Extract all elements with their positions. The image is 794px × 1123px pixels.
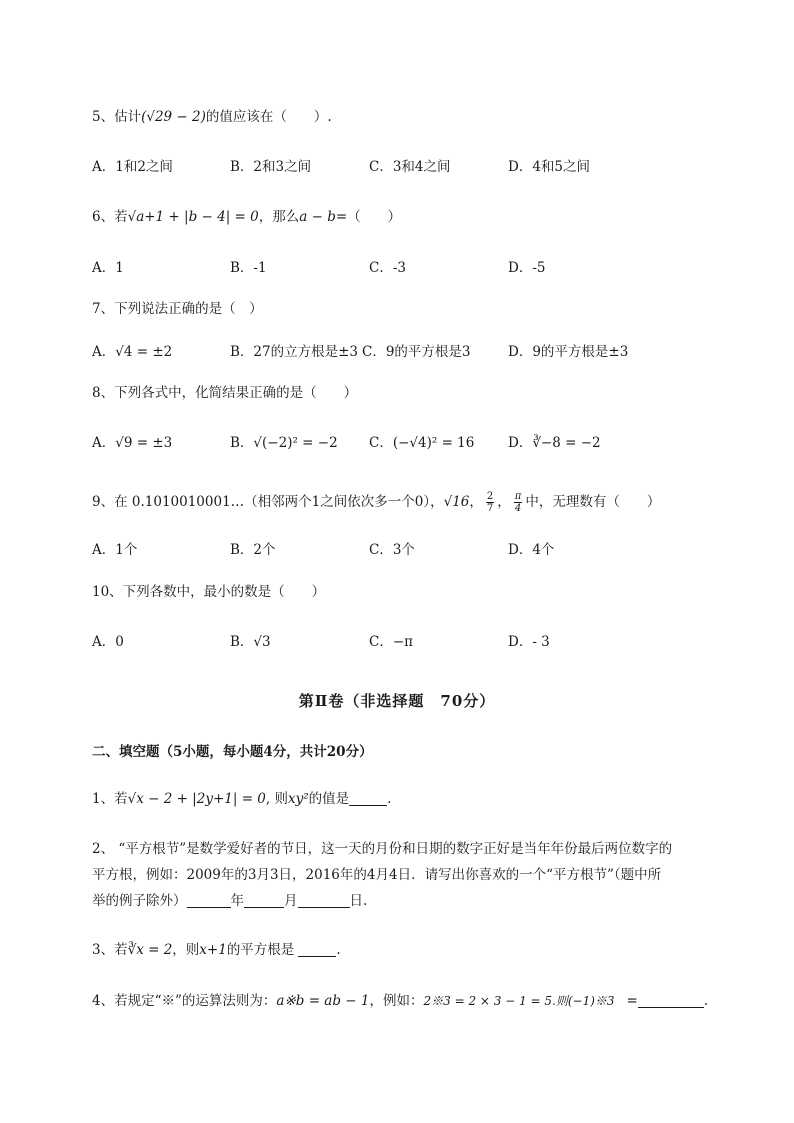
f1-prefix: 1、若 xyxy=(92,791,128,807)
fill-question-2-line-1: 2、 “平方根节”是数学爱好者的节日，这一天的月份和日期的数字正好是当年年份最后两位数字的 xyxy=(92,841,673,857)
q9-frac1-denominator: 7 xyxy=(486,503,494,514)
f1-suffix: 的值是 xyxy=(308,791,350,807)
f4-equals: = xyxy=(626,993,638,1009)
f1-answer-blank[interactable] xyxy=(349,791,387,806)
q10-option-b[interactable]: B．√3 xyxy=(230,634,271,650)
q5-prefix: 5、估计 xyxy=(92,109,142,125)
f4-mid: ，例如： xyxy=(369,993,424,1009)
q10-option-d[interactable]: D．- 3 xyxy=(508,634,550,650)
q9-separator-2: ， xyxy=(497,494,511,510)
q5-option-a[interactable]: A．1和2之间 xyxy=(92,159,173,175)
q10-option-a[interactable]: A．0 xyxy=(92,634,124,650)
question-10: 10、下列各数中，最小的数是（ ） xyxy=(92,584,326,600)
part-2-title: 第Ⅱ卷（非选择题 70分） xyxy=(298,692,496,710)
fill-question-4 xyxy=(92,992,708,1010)
q8-option-b[interactable]: B．√(−2)² = −2 xyxy=(230,435,338,451)
q9-option-a[interactable]: A．1个 xyxy=(92,542,138,558)
f4-expression: a※b = ab − 1 xyxy=(276,993,370,1009)
f1-end: . xyxy=(387,791,392,807)
f2-year-label: 年 xyxy=(230,893,244,909)
f1-expression: √x − 2 + |2y+1| = 0 xyxy=(127,791,266,807)
f2-year-blank[interactable] xyxy=(187,893,231,908)
q9-sqrt16: √16 xyxy=(443,494,470,510)
q8-option-a[interactable]: A．√9 = ±3 xyxy=(92,435,173,451)
f4-expression-2: 2※3 = 2 × 3 − 1 = 5.则(−1)※3 xyxy=(423,994,615,1008)
f3-expression: ∛x = 2 xyxy=(127,942,173,958)
q9-option-d[interactable]: D．4个 xyxy=(508,542,555,558)
q9-fraction-2-7 xyxy=(486,491,494,514)
question-9 xyxy=(92,491,660,514)
fill-question-2-line-3 xyxy=(92,892,367,910)
q9-frac2-denominator: 4 xyxy=(514,503,522,514)
q7-option-b[interactable]: B．27的立方根是±3 xyxy=(230,344,358,360)
f4-answer-blank[interactable] xyxy=(638,993,704,1008)
question-7: 7、下列说法正确的是（ ） xyxy=(92,301,263,317)
q5-expression: (√29 − 2) xyxy=(141,109,206,125)
f1-mid: , 则 xyxy=(265,791,288,807)
q9-frac2-numerator: π xyxy=(514,491,522,502)
question-5 xyxy=(92,108,332,126)
f3-expression-2: x+1 xyxy=(199,942,227,958)
f3-suffix: 的平方根是 xyxy=(226,942,295,958)
q5-option-d[interactable]: D．4和5之间 xyxy=(508,159,591,175)
q9-option-c[interactable]: C．3个 xyxy=(369,542,415,558)
q5-option-c[interactable]: C．3和4之间 xyxy=(369,159,451,175)
q10-option-c[interactable]: C．−π xyxy=(369,634,414,650)
q7-option-d[interactable]: D．9的平方根是±3 xyxy=(508,344,629,360)
f2-prefix: 举的例子除外） xyxy=(92,893,187,909)
fill-question-2-line-2: 平方根，例如：2009年的3月3日，2016年的4月4日．请写出你喜欢的一个“平方根节”（题中所 xyxy=(92,867,662,883)
f4-end: . xyxy=(703,993,709,1009)
f2-month-label: 月 xyxy=(284,893,298,909)
q9-frac1-numerator: 2 xyxy=(486,491,494,502)
f2-month-blank[interactable] xyxy=(244,893,284,908)
q7-option-c[interactable]: C．9的平方根是3 xyxy=(362,344,471,360)
q5-suffix: 的值应该在（ ）. xyxy=(205,109,332,125)
f2-day-blank[interactable] xyxy=(298,893,350,908)
q6-suffix: ，那么 xyxy=(258,209,300,225)
q9-prefix: 9、在 0.1010010001…（相邻两个1之间依次多一个0）， xyxy=(92,494,444,510)
f3-prefix: 3、若 xyxy=(92,942,128,958)
question-6 xyxy=(92,208,401,226)
q6-tail: =（ ） xyxy=(335,209,402,225)
q6-option-d[interactable]: D．-5 xyxy=(508,260,546,276)
f3-end: . xyxy=(336,942,341,958)
f3-answer-blank[interactable] xyxy=(298,942,336,957)
q9-suffix: 中，无理数有（ ） xyxy=(525,494,661,510)
fill-question-1 xyxy=(92,790,391,808)
f4-prefix: 4、若规定“※”的运算法则为： xyxy=(92,993,277,1009)
q6-expression-2: a − b xyxy=(299,209,336,225)
q6-expression: √a+1 + |b − 4| = 0 xyxy=(127,209,259,225)
q8-option-d[interactable]: D．∛−8 = −2 xyxy=(508,435,601,451)
q6-prefix: 6、若 xyxy=(92,209,128,225)
section-fill-in-heading: 二、填空题（5小题，每小题4分，共计20分） xyxy=(92,744,373,760)
f3-mid: ，则 xyxy=(172,942,200,958)
q9-fraction-pi-4 xyxy=(514,491,523,514)
q6-option-b[interactable]: B．-1 xyxy=(230,260,267,276)
f1-expression-2: xy² xyxy=(287,791,309,807)
f2-day-label: 日. xyxy=(349,893,368,909)
question-8: 8、下列各式中，化简结果正确的是（ ） xyxy=(92,385,358,401)
q9-option-b[interactable]: B．2个 xyxy=(230,542,276,558)
q6-option-a[interactable]: A．1 xyxy=(92,260,124,276)
q9-separator: ， xyxy=(469,494,483,510)
q6-option-c[interactable]: C．-3 xyxy=(369,260,406,276)
q7-option-a[interactable]: A．√4 = ±2 xyxy=(92,344,173,360)
fill-question-3 xyxy=(92,941,341,959)
q5-option-b[interactable]: B．2和3之间 xyxy=(230,159,312,175)
q8-option-c[interactable]: C．(−√4)² = 16 xyxy=(369,435,475,451)
